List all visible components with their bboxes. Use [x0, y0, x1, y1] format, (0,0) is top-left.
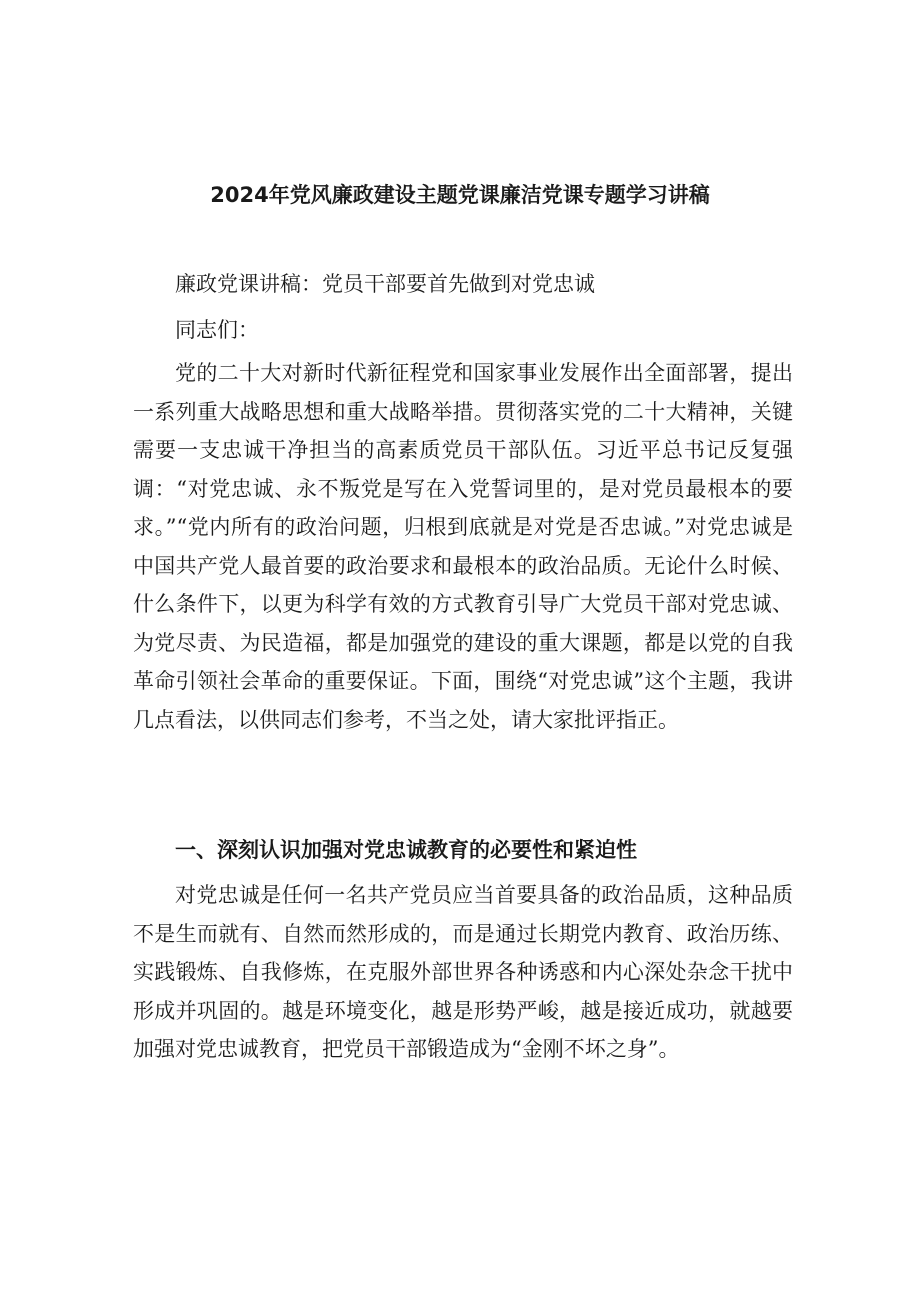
paragraph-section-1: 对党忠诚是任何一名共产党员应当首要具备的政治品质，这种品质不是生而就有、自然而然形成的，而是通过长期党内教育、政治历练、实践锻炼、自我修炼，在克服外部世界各种诱惑和内心深处杂念干扰中形成并巩固的。越是环境变化，越是形势严峻，越是接近成功，就越要加强对党忠诚教育，把党员干部锻造成为“金刚不坏之身”。 [133, 883, 793, 1061]
section-heading-1: 一、深刻认识加强对党忠诚教育的必要性和紧迫性 [175, 838, 637, 862]
document-title: 2024年党风廉政建设主题党课廉洁党课专题学习讲稿 [210, 183, 710, 207]
document-subtitle: 廉政党课讲稿：党员干部要首先做到对党忠诚 [175, 272, 595, 296]
paragraph-intro: 党的二十大对新时代新征程党和国家事业发展作出全面部署，提出一系列重大战略思想和重大战略举措。贯彻落实党的二十大精神，关键需要一支忠诚干净担当的高素质党员干部队伍。习近平总书记反复强调：“对党忠诚、永不叛党是写在入党誓词里的，是对党员最根本的要求。”“党内所有的政治问题，归根到底就是对党是否忠诚。”对党忠诚是中国共产党人最首要的政治要求和最根本的政治品质。无论什么时候、什么条件下，以更为科学有效的方式教育引导广大党员干部对党忠诚、为党尽责、为民造福，都是加强党的建设的重大课题，都是以党的自我革命引领社会革命的重要保证。下面，围绕“对党忠诚”这个主题，我讲几点看法，以供同志们参考，不当之处，请大家批评指正。 [133, 361, 793, 732]
salutation: 同志们： [175, 318, 259, 342]
